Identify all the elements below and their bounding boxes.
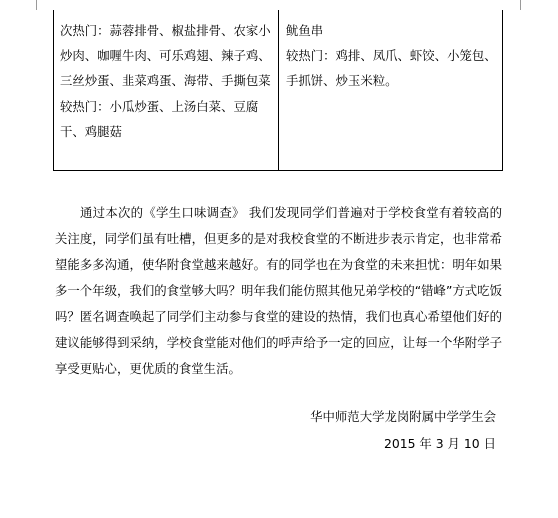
left-fairly-popular: 较热门：小瓜炒蛋、上汤白菜、豆腐干、鸡腿菇	[60, 98, 259, 139]
dish-table	[53, 10, 503, 171]
body-paragraph: 通过本次的《学生口味调查》 我们发现同学们普遍对于学校食堂有着较高的关注度，同学们虽有吐槽，但更多的是对我校食堂的不断进步表示肯定，也非常希望能多多沟通，使华附食堂越来越好。有的同学也在为食堂的未来担忧：明年如果多一个年级，我们的食堂够大吗？明年我们能仿照其他兄弟学校的“错峰”方式吃饭吗？匿名调查唤起了同学们主动参与食堂的建设的热情，我们也真心希望他们好的建议能够得到采纳，学校食堂能对他们的呼声给予一定的回应，让每一个华附学子享受更贴心，更优质的食堂生活。	[55, 205, 502, 376]
table-cell-left	[60, 18, 274, 144]
margin-mark	[520, 0, 521, 10]
table-divider	[278, 10, 279, 170]
signature-date: 2015 年 3 月 10 日	[383, 436, 496, 451]
right-continued-item: 鱿鱼串	[286, 23, 324, 38]
signature-organization: 华中师范大学龙岗附属中学学生会	[310, 409, 496, 424]
margin-mark	[36, 0, 37, 10]
table-cell-right	[286, 18, 500, 94]
left-second-popular: 次热门：蒜蓉排骨、椒盐排骨、农家小炒肉、咖喱牛肉、可乐鸡翅、辣子鸡、三丝炒蛋、韭菜鸡蛋、海带、手撕包菜	[60, 23, 271, 89]
right-fairly-popular: 较热门：鸡排、凤爪、虾饺、小笼包、手抓饼、炒玉米粒。	[286, 48, 497, 89]
